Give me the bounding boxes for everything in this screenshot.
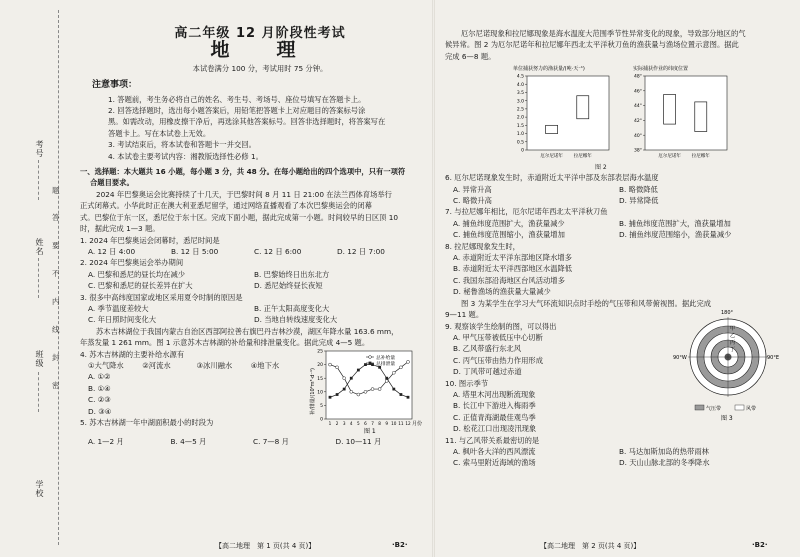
option: B. 乙风带盛行东北风: [453, 344, 522, 354]
option: D. 当地自转线速度变化大: [254, 315, 338, 325]
notice-item: 黑。如需改动，用橡皮擦干净后，再选涂其他答案标号。回答非选择题时，将答案写在: [108, 117, 386, 127]
exam-title: 高二年级 12 月阶段性考试: [174, 26, 346, 41]
fig2-ytick-label: 42°: [634, 119, 642, 125]
fig3-label-bing: 丙: [730, 339, 736, 346]
option: D. 松花江口出现凌汛现象: [453, 424, 537, 434]
fig1-point: [407, 395, 410, 398]
section-heading-line: 一、选择题：本大题共 16 小题，每小题 3 分，共 48 分。在每小题给出的四个选项中，只有一项符: [80, 167, 406, 177]
fig2-range-box: [664, 95, 676, 125]
fig1-point: [371, 387, 374, 390]
question-9: 9. 观察该学生绘制的图，可以得出: [445, 321, 557, 331]
fig2-ytick-label: 1.0: [516, 132, 524, 138]
fig1-ytick-label: 0: [320, 417, 323, 423]
fig3-legend-wind: 风带: [746, 405, 757, 412]
seal-word: 封: [52, 353, 60, 362]
class-label: 班级: [35, 350, 44, 368]
item: ①大气降水: [88, 360, 124, 370]
fig2-ytick-label: 2.0: [516, 115, 524, 121]
fig3-legend-swatch-wind: [735, 405, 744, 410]
fig1-xtick-label: 1: [328, 420, 332, 426]
fig1-point: [378, 387, 381, 390]
right-code-mark: ·B2·: [752, 541, 768, 549]
seal-word: 内: [52, 297, 60, 306]
question-2: 2. 2024 年巴黎奥运会举办期间: [80, 258, 184, 268]
option: A. 1—2 月: [88, 437, 124, 447]
fig1-legend-marker: [369, 355, 372, 358]
fig1-legend-label: 总排泄量: [376, 361, 396, 367]
fig1-plot-frame: [326, 351, 412, 419]
fig1-xtick-label: 3: [342, 420, 346, 426]
fig1-xtick-label: 7: [371, 420, 374, 426]
fig3-label-ding: 丁: [730, 346, 736, 353]
fig2-category-label: 厄尔尼诺年: [540, 154, 563, 160]
option: D. ③④: [88, 406, 112, 416]
option: C. ②③: [88, 395, 111, 405]
fig1-xtick-label: 9: [385, 420, 389, 426]
option: D. 天山山脉北部的冬季降水: [619, 458, 710, 468]
notice-item: 答题卡上。写在本试卷上无效。: [108, 128, 211, 138]
q10-options: [453, 389, 665, 435]
fig1-point: [400, 393, 403, 396]
fig2-caption: 图 2: [595, 164, 607, 172]
fig2-range-box: [546, 126, 558, 134]
fig2-ytick-label: 1.5: [516, 124, 524, 130]
option: A. 季节温度差较大: [88, 303, 149, 313]
option: C. 正值青海湖最佳观鸟季: [453, 412, 536, 422]
intro-line: 式。巴黎位于东一区，悉尼位于东十区。完成下面小题，据此完成第一小题。时间较早的日区顶 10: [80, 212, 399, 222]
fig2-plot-frame: [645, 76, 727, 150]
fig3-legend-swatch-pressure: [695, 405, 704, 410]
fig1-ylabel: 补/排量/(10⁴m³·d⁻¹): [310, 367, 316, 415]
name-line: [38, 258, 39, 298]
fig2-category-label: 厄尔尼诺年: [658, 154, 681, 160]
seal-word: 密: [52, 381, 60, 390]
fig1-xlabel: 月份: [412, 420, 423, 427]
fig1-ytick-label: 10: [317, 389, 323, 395]
right-page: [445, 28, 785, 469]
fig1-ytick-label: 25: [317, 349, 323, 355]
fig1-point: [329, 363, 332, 366]
fig1-xtick-label: 11: [398, 420, 404, 426]
exam-no-line: [38, 160, 39, 200]
figure-2-left-chart: [505, 64, 615, 168]
option: A. 甲气压带被低压中心切断: [453, 332, 543, 342]
option: D. 12 日 7:00: [337, 246, 385, 256]
fig1-point: [399, 365, 402, 368]
item: ③冰川融水: [196, 360, 233, 370]
option: C. 年日照时间变化大: [88, 315, 157, 325]
left-code-mark: ·B2·: [392, 541, 408, 549]
fig1-axes: [326, 351, 412, 419]
fig1-point: [364, 390, 367, 393]
fig2-ytick-label: 44°: [634, 104, 642, 110]
fig2-ytick-label: 3.5: [516, 91, 524, 97]
fig2b-body: [634, 74, 727, 159]
q4-items: [88, 360, 305, 371]
intro-line: 完成 6—8 题。: [445, 51, 496, 61]
option: C. 12 日 6:00: [254, 246, 302, 256]
fig2-ytick-label: 48°: [634, 74, 642, 80]
q2-options: [88, 269, 420, 292]
option: B. 长江中下游进入梅雨季: [453, 401, 536, 411]
notice-item: 3. 考试结束后，将本试卷和答题卡一并交回。: [108, 140, 256, 150]
option: A. 巴黎和悉尼的昼长均在减少: [88, 269, 186, 279]
fig3-left-label: 90°W: [673, 354, 687, 361]
fig1-point: [357, 393, 360, 396]
left-footer: 【高二地理 第 1 页(共 4 页)】: [215, 542, 316, 550]
option: B. 赤道附近太平洋西部地区水温降低: [453, 264, 573, 274]
notice-item: 1. 答题前，考生务必将自己的姓名、考生号、考场号、座位号填写在答题卡上。: [108, 94, 366, 104]
fig1-xtick-label: 12: [405, 420, 411, 426]
option: D. 异常降低: [619, 196, 659, 206]
notice-item: 4. 本试卷主要考试内容：湘教版选择性必修 1。: [108, 151, 263, 161]
fig2-ytick-label: 46°: [634, 89, 642, 95]
fig3-label-jia: 甲: [730, 325, 736, 332]
fig2b-title: 实际捕获作业的纬度位置: [633, 66, 689, 73]
fig2-range-box: [695, 102, 707, 132]
left-page: [80, 26, 423, 448]
fig1-point: [329, 395, 332, 398]
figure-2-right-chart: [623, 64, 733, 168]
option: D. 10—11 月: [335, 437, 382, 447]
option: D. 捕鱼纬度范围缩小，渔获量减少: [619, 230, 732, 240]
right-footer: 【高二地理 第 2 页(共 4 页)】: [540, 542, 641, 550]
fig1-caption: 图 1: [364, 427, 376, 435]
option: C. 巴黎和悉尼的昼长差异在扩大: [88, 281, 193, 291]
intro-paragraph: 2024 年巴黎奥运会比赛持续了十几天，于巴黎时间 8 月 11 日 21:00 在法兰西体育场举行: [96, 189, 392, 199]
fig1-point: [357, 368, 360, 371]
fig2-ytick-label: 0.5: [516, 140, 524, 146]
class-line: [38, 372, 39, 412]
seal-word: 答: [52, 213, 60, 222]
exam-no-label: 考号: [35, 140, 44, 158]
option: A. 枫叶各大洋的西风漂流: [453, 446, 536, 456]
subject-title: 地 理: [210, 39, 310, 62]
question-10: 10. 图示季节: [445, 378, 489, 388]
q11-options: [453, 446, 785, 469]
intro-paragraph: 图 3 为某学生在学习大气环流知识点时手绘的气压带和风带俯视图。据此完成: [461, 298, 712, 308]
option: A. 塔里木河出现断流现象: [453, 389, 536, 399]
intro-line: 9—11 题。: [445, 310, 484, 320]
fig1-point: [343, 376, 346, 379]
question-5: 5. 苏木吉林湖一年中湖面积最小的时段为: [80, 418, 214, 427]
fig1-point: [350, 390, 353, 393]
option: C. 索马里附近海域的渔场: [453, 458, 536, 468]
fig1-point: [343, 387, 346, 390]
fig3-label-yi: 乙: [730, 332, 736, 339]
fig1-legend-marker: [369, 361, 372, 364]
fig2-category-label: 拉尼娜年: [573, 154, 592, 160]
option: B. 马达加斯加岛的热带雨林: [619, 446, 709, 456]
school-label: 学校: [35, 480, 44, 498]
fig1-legend-label: 总补给量: [376, 355, 396, 361]
intro-line: 候异常。图 2 为厄尔尼诺年和拉尼娜年西北太平洋秋刀鱼的渔获量与渔场位置示意图。据此: [445, 40, 739, 50]
fig2-ytick-label: 2.5: [516, 107, 524, 113]
question-3: 3. 很多中高纬度国家或地区采用夏令时制的原因是: [80, 292, 243, 302]
fig2-ytick-label: 3.0: [516, 99, 524, 105]
fig1-point: [385, 376, 388, 379]
item: ②河流水: [142, 360, 171, 370]
intro-line: 正式闭幕式。小华此时正在澳大利亚悉尼留学，通过网络直播观看了本次巴黎奥运会的闭幕: [80, 201, 372, 211]
fig2-plot-frame: [527, 76, 609, 150]
q3-options: [88, 303, 420, 326]
fig3-top-label: 180°: [721, 309, 734, 316]
fig1-point: [371, 363, 374, 366]
fig1-xtick-label: 6: [364, 420, 367, 426]
option: C. 略微升高: [453, 196, 492, 206]
fig3-legend-pressure: 气压带: [706, 405, 722, 412]
option: C. 丙气压带由热力作用形成: [453, 355, 543, 365]
fig2a-title: 单位捕获努力的渔获量/(吨·天⁻¹): [513, 66, 585, 73]
fig2-ytick-label: 0: [521, 148, 524, 154]
figure-3-diagram: [673, 307, 783, 425]
option: A. 赤道附近太平洋东部地区降水增多: [453, 253, 572, 263]
q6-options: [453, 184, 785, 207]
question-4: 4. 苏木吉林湖的主要补给水源有: [80, 349, 185, 359]
fig2-ytick-label: 38°: [634, 148, 642, 154]
q9-options: [453, 332, 665, 378]
fig1-xtick-label: 5: [357, 420, 360, 426]
option: C. 我国东部沿海地区台风活动增多: [453, 275, 565, 285]
fig2-ytick-label: 4.0: [516, 83, 524, 89]
fig3-right-label: 90°E: [767, 354, 780, 361]
section-heading-line: 合题目要求。: [90, 178, 134, 188]
option: A. ①②: [88, 372, 111, 382]
seal-word: 要: [52, 241, 60, 250]
option: D. 丁风带可越过赤道: [453, 367, 522, 377]
q7-options: [453, 218, 785, 241]
fig1-xtick-label: 4: [349, 420, 353, 426]
fig1-point: [364, 363, 367, 366]
option: B. 略微降低: [619, 184, 658, 194]
fig2-category-label: 拉尼娜年: [691, 154, 710, 160]
intro-paragraph: 厄尔尼诺现象和拉尼娜现象是海水温度大范围季节性异常变化的现象，导致部分地区的气: [461, 29, 746, 38]
figure-1-chart: [308, 343, 426, 435]
notice-list: [80, 94, 420, 162]
question-1: 1. 2024 年巴黎奥运会闭幕时，悉尼时间是: [80, 235, 220, 245]
seal-word: 题: [52, 186, 60, 195]
option: A. 异常升高: [453, 184, 492, 194]
intro-line: 时，据此完成 1—3 题。: [80, 224, 160, 234]
notice-item: 2. 回答选择题时，选出每小题答案后，用铅笔把答题卡上对应题目的答案标号涂: [108, 106, 366, 116]
fig1-xtick-label: 8: [378, 420, 381, 426]
q4-options: [88, 371, 305, 417]
option: B. ①④: [88, 383, 111, 393]
fig1-ytick-label: 5: [320, 403, 323, 409]
intro-line: 年蒸发量 1 261 mm。图 1 示意苏木吉林湖的补给量和排泄量变化。据此完成 4—5 题。: [80, 338, 370, 348]
option: A. 12 日 4:00: [88, 246, 136, 256]
page-fold: [432, 0, 435, 557]
question-6: 6. 厄尔尼诺现象发生时，赤道附近太平洋中部及东部表层海水温度: [445, 173, 659, 183]
option: D. 悉尼始终昼长夜短: [254, 281, 323, 291]
q4-q5-block: [80, 349, 423, 448]
fig1-point: [392, 371, 395, 374]
option: B. 4—5 月: [170, 437, 207, 447]
q1-options: [88, 246, 420, 257]
option: C. 7—8 月: [253, 437, 289, 447]
fig1-ytick-label: 20: [317, 362, 323, 368]
fig1-ytick-label: 15: [317, 376, 323, 382]
option: B. 捕鱼纬度范围扩大，渔获量增加: [619, 218, 731, 228]
figure-2: [445, 62, 785, 172]
question-11: 11. 与乙风带关系最密切的是: [445, 435, 540, 445]
option: B. 正午太阳高度变化大: [254, 303, 330, 313]
question-7: 7. 与拉尼娜年相比，厄尔尼诺年西北太平洋秋刀鱼: [445, 207, 608, 217]
option: B. 巴黎始终日出东北方: [254, 269, 330, 279]
seal-word: 线: [52, 325, 60, 334]
question-8: 8. 拉尼娜现象发生时，: [445, 241, 520, 251]
score-line: 本试卷满分 100 分，考试用时 75 分钟。: [192, 63, 328, 73]
fig2-ytick-label: 4.5: [516, 74, 524, 80]
intro-paragraph: 苏木吉林湖位于我国内蒙古自治区西部阿拉善右旗巴丹吉林沙漠，湖区年降水量 163.6 mm，: [96, 326, 399, 336]
fig1-xtick-label: 2: [335, 420, 339, 426]
seal-word: 不: [52, 269, 60, 278]
fig1-point: [407, 360, 410, 363]
fig1-point: [336, 393, 339, 396]
option: A. 捕鱼纬度范围扩大，渔获量减少: [453, 218, 565, 228]
binding-strip: [0, 0, 62, 557]
notice-title: 注意事项：: [92, 80, 138, 91]
option: D. 秘鲁渔场的渔获量大量减少: [453, 287, 551, 297]
fig1-point: [392, 387, 395, 390]
fig1-point: [336, 365, 339, 368]
item: ④地下水: [250, 360, 280, 370]
fig2-ytick-label: 40°: [634, 134, 642, 140]
q8-options: [453, 252, 785, 298]
option: B. 12 日 5:00: [171, 246, 219, 256]
fig2-range-box: [577, 96, 589, 119]
option: C. 捕鱼纬度范围缩小，渔获量增加: [453, 230, 565, 240]
fig1-xtick-label: 10: [391, 420, 397, 426]
fig1-point: [350, 376, 353, 379]
q5-options: [88, 436, 418, 447]
fig2a-body: [517, 74, 609, 159]
section-heading: [80, 166, 420, 189]
name-label: 姓名: [35, 238, 44, 256]
fig3-caption: 图 3: [721, 414, 733, 422]
